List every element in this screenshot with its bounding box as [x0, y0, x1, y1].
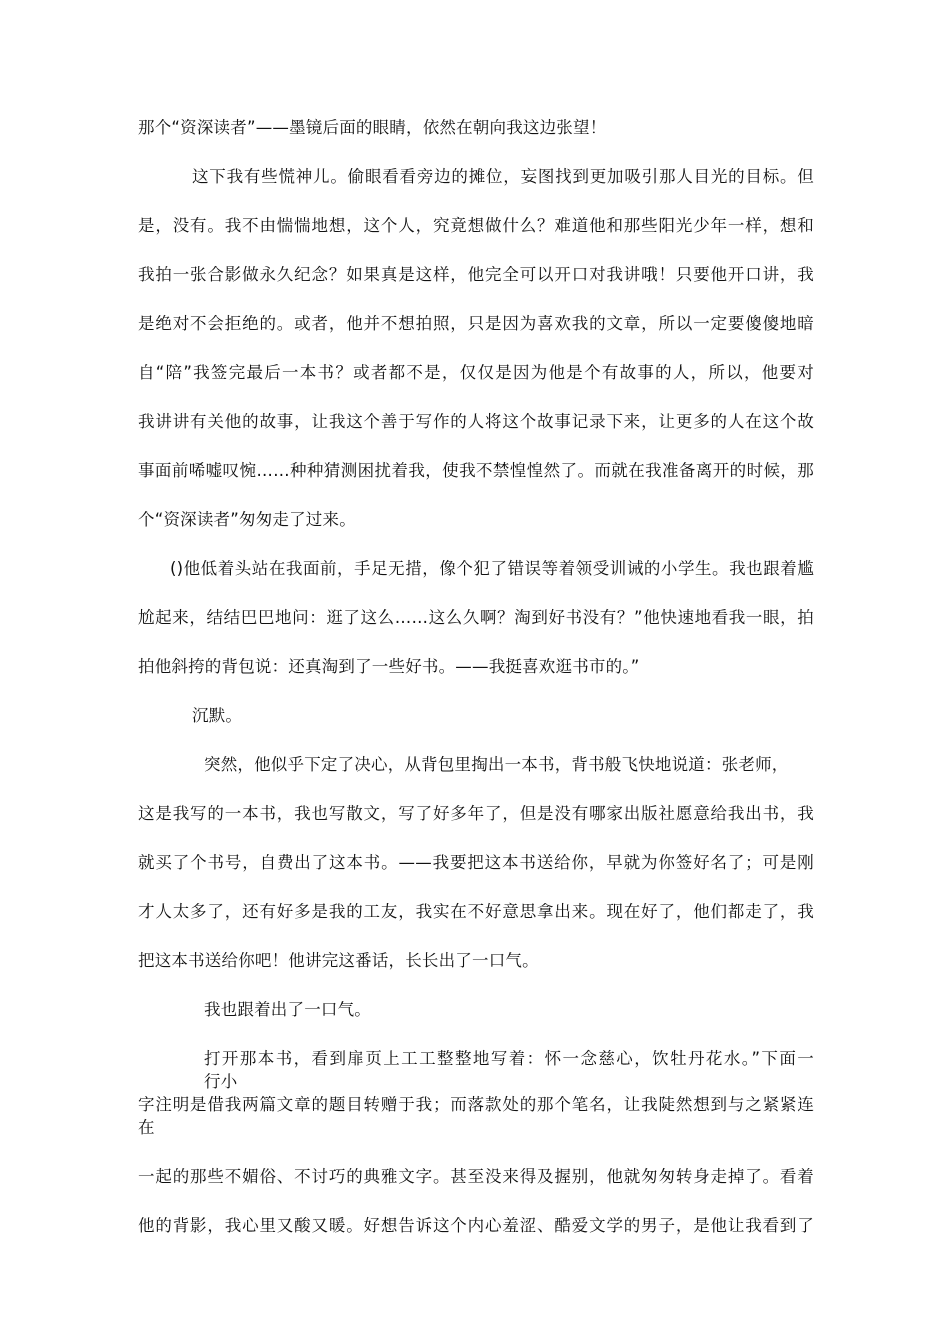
text-line: 尬起来，结结巴巴地问：逛了这么……这么久啊？淘到好书没有？”他快速地看我一眼，拍 [138, 608, 814, 627]
text-line: 打开那本书，看到扉页上工工整整地写着：怀一念慈心，饮牡丹花水。”下面一 [204, 1049, 814, 1068]
text-line: 沉默。 [192, 706, 243, 725]
text-line: ()他低着头站在我面前，手足无措，像个犯了错误等着领受训诫的小学生。我也跟着尴 [170, 559, 814, 578]
text-line: 就买了个书号，自费出了这本书。——我要把这本书送给你，早就为你签好名了；可是刚 [138, 853, 814, 872]
text-line: 那个“资深读者”——墨镜后面的眼睛，依然在朝向我这边张望！ [138, 118, 607, 137]
text-line: 突然，他似乎下定了决心，从背包里掏出一本书，背书般飞快地说道：张老师， [204, 755, 789, 774]
text-line: 他的背影，我心里又酸又暖。好想告诉这个内心羞涩、酷爱文学的男子，是他让我看到了 [138, 1216, 814, 1235]
text-line: 行小 [204, 1072, 238, 1091]
text-line: 个“资深读者”匆匆走了过来。 [138, 510, 356, 529]
text-line: 拍他斜挎的背包说：还真淘到了一些好书。——我挺喜欢逛书市的。” [138, 657, 640, 676]
text-line: 是绝对不会拒绝的。或者，他并不想拍照，只是因为喜欢我的文章，所以一定要傻傻地暗 [138, 314, 814, 333]
text-line: 我拍一张合影做永久纪念？如果真是这样，他完全可以开口对我讲哦！只要他开口讲，我 [138, 265, 814, 284]
text-line: 字注明是借我两篇文章的题目转赠于我；而落款处的那个笔名，让我陡然想到与之紧紧连 [138, 1095, 814, 1114]
text-line: 才人太多了，还有好多是我的工友，我实在不好意思拿出来。现在好了，他们都走了，我 [138, 902, 814, 921]
text-line: 这下我有些慌神儿。偷眼看看旁边的摊位，妄图找到更加吸引那人目光的目标。但 [192, 167, 814, 186]
text-line: 我讲讲有关他的故事，让我这个善于写作的人将这个故事记录下来，让更多的人在这个故 [138, 412, 814, 431]
text-line: 在 [138, 1118, 155, 1137]
text-line: 自“陪”我签完最后一本书？或者都不是，仅仅是因为他是个有故事的人，所以，他要对 [138, 363, 814, 382]
text-line: 是，没有。我不由惴惴地想，这个人，究竟想做什么？难道他和那些阳光少年一样，想和 [138, 216, 814, 235]
text-line: 我也跟着出了一口气。 [204, 1000, 371, 1019]
text-line: 一起的那些不媚俗、不讨巧的典雅文字。甚至没来得及握别，他就匆匆转身走掉了。看着 [138, 1167, 814, 1186]
text-line: 这是我写的一本书，我也写散文，写了好多年了，但是没有哪家出版社愿意给我出书，我 [138, 804, 814, 823]
text-line: 事面前唏嘘叹惋……种种猜测困扰着我，使我不禁惶惶然了。而就在我准备离开的时候，那 [138, 461, 814, 480]
text-line: 把这本书送给你吧！他讲完这番话，长长出了一口气。 [138, 951, 539, 970]
